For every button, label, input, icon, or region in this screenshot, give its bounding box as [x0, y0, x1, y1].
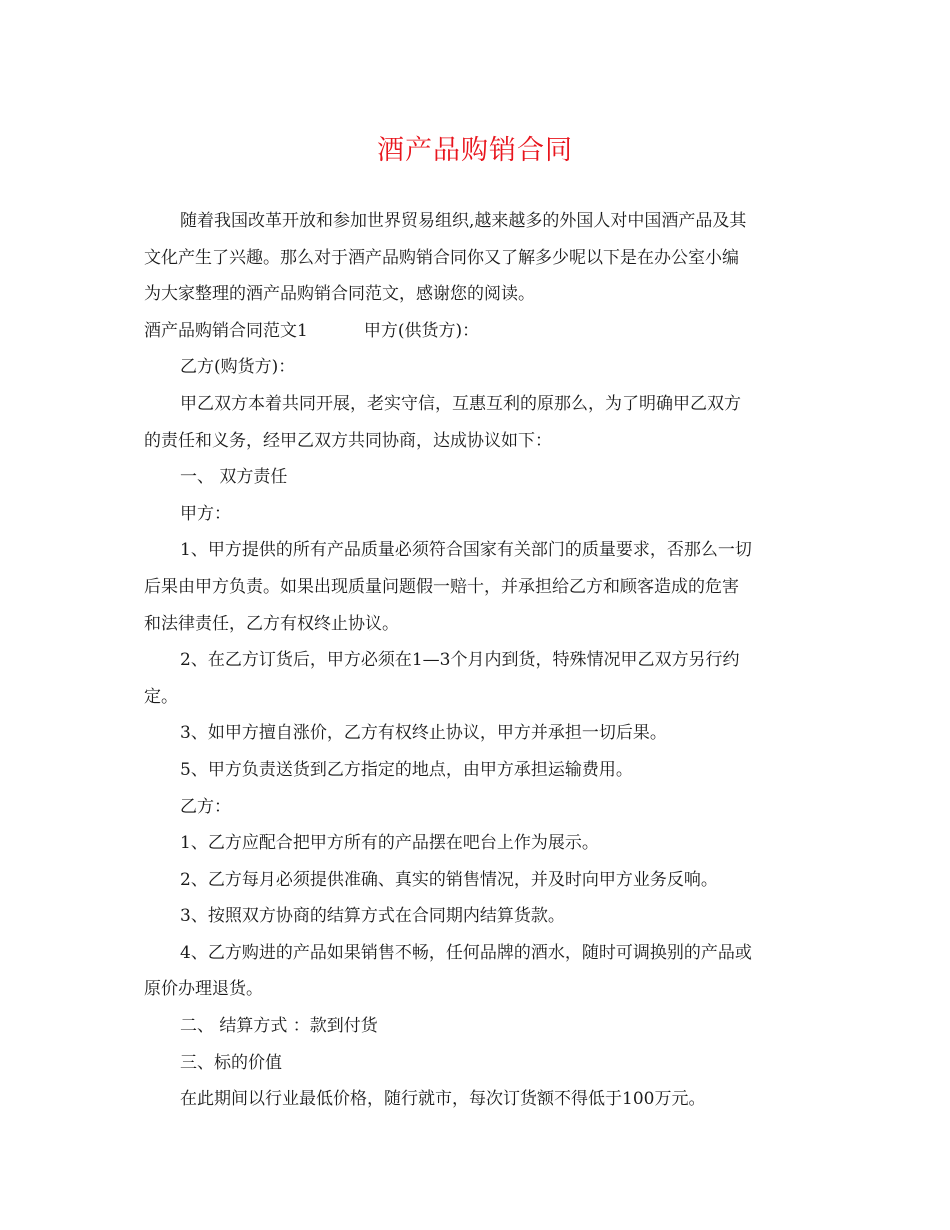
paragraph-preamble-1: 甲乙双方本着共同开展，老实守信，互惠互利的原那么，为了明确甲乙双方 [180, 393, 741, 414]
clause-a1-line-1: 1、甲方提供的所有产品质量必须符合国家有关部门的质量要求，否那么一切 [180, 540, 752, 561]
document-title: 酒产品购销合同 [377, 135, 573, 166]
clause-a3: 3、如甲方擅自涨价，乙方有权终止协议，甲方并承担一切后果。 [180, 723, 667, 744]
paragraph-intro-3: 为大家整理的酒产品购销合同范文，感谢您的阅读。 [144, 284, 535, 305]
party-b-label: 乙方(购货方)： [180, 357, 296, 378]
paragraph-preamble-2: 的责任和义务，经甲乙双方共同协商，达成协议如下： [144, 430, 552, 451]
clause-a2-line-2: 定。 [144, 686, 178, 707]
section-heading-3: 三、标的价值 [180, 1052, 282, 1073]
section-heading-2: 二、 结算方式 ：款到付货 [180, 1016, 378, 1037]
clause-a5: 5、甲方负责送货到乙方指定的地点，由甲方承担运输费用。 [180, 759, 633, 780]
party-b-heading: 乙方： [180, 796, 231, 817]
paragraph-intro-1: 随着我国改革开放和参加世界贸易组织,越来越多的外国人对中国酒产品及其 [180, 211, 747, 231]
paragraph-intro-2: 文化产生了兴趣。那么对于酒产品购销合同你又了解多少呢以下是在办公室小编 [144, 247, 739, 268]
sample-heading: 酒产品购销合同范文1 [144, 320, 308, 341]
clause-a1-line-3: 和法律责任，乙方有权终止协议。 [144, 613, 399, 634]
document-body [144, 203, 812, 1118]
party-a-label: 甲方(供货方)： [363, 320, 480, 341]
clause-a1-line-2: 后果由甲方负责。如果出现质量问题假一赔十，并承担给乙方和顾客造成的危害 [144, 576, 739, 597]
sample-heading-line [144, 313, 812, 350]
clause-b1: 1、乙方应配合把甲方所有的产品摆在吧台上作为展示。 [180, 833, 599, 854]
paragraph-value: 在此期间以行业最低价格，随行就市，每次订货额不得低于100万元。 [180, 1089, 706, 1110]
party-a-heading: 甲方： [180, 503, 231, 524]
clause-b4-line-2: 原价办理退货。 [144, 979, 263, 1000]
clause-b3: 3、按照双方协商的结算方式在合同期内结算货款。 [180, 906, 565, 927]
section-heading-1: 一、 双方责任 [180, 467, 288, 488]
clause-b2: 2、乙方每月必须提供准确、真实的销售情况，并及时向甲方业务反响。 [180, 869, 718, 890]
clause-a2-line-1: 2、在乙方订货后，甲方必须在1—3个月内到货，特殊情况甲乙双方另行约 [180, 650, 740, 671]
clause-b4-line-1: 4、乙方购进的产品如果销售不畅，任何品牌的酒水，随时可调换别的产品或 [180, 942, 752, 963]
